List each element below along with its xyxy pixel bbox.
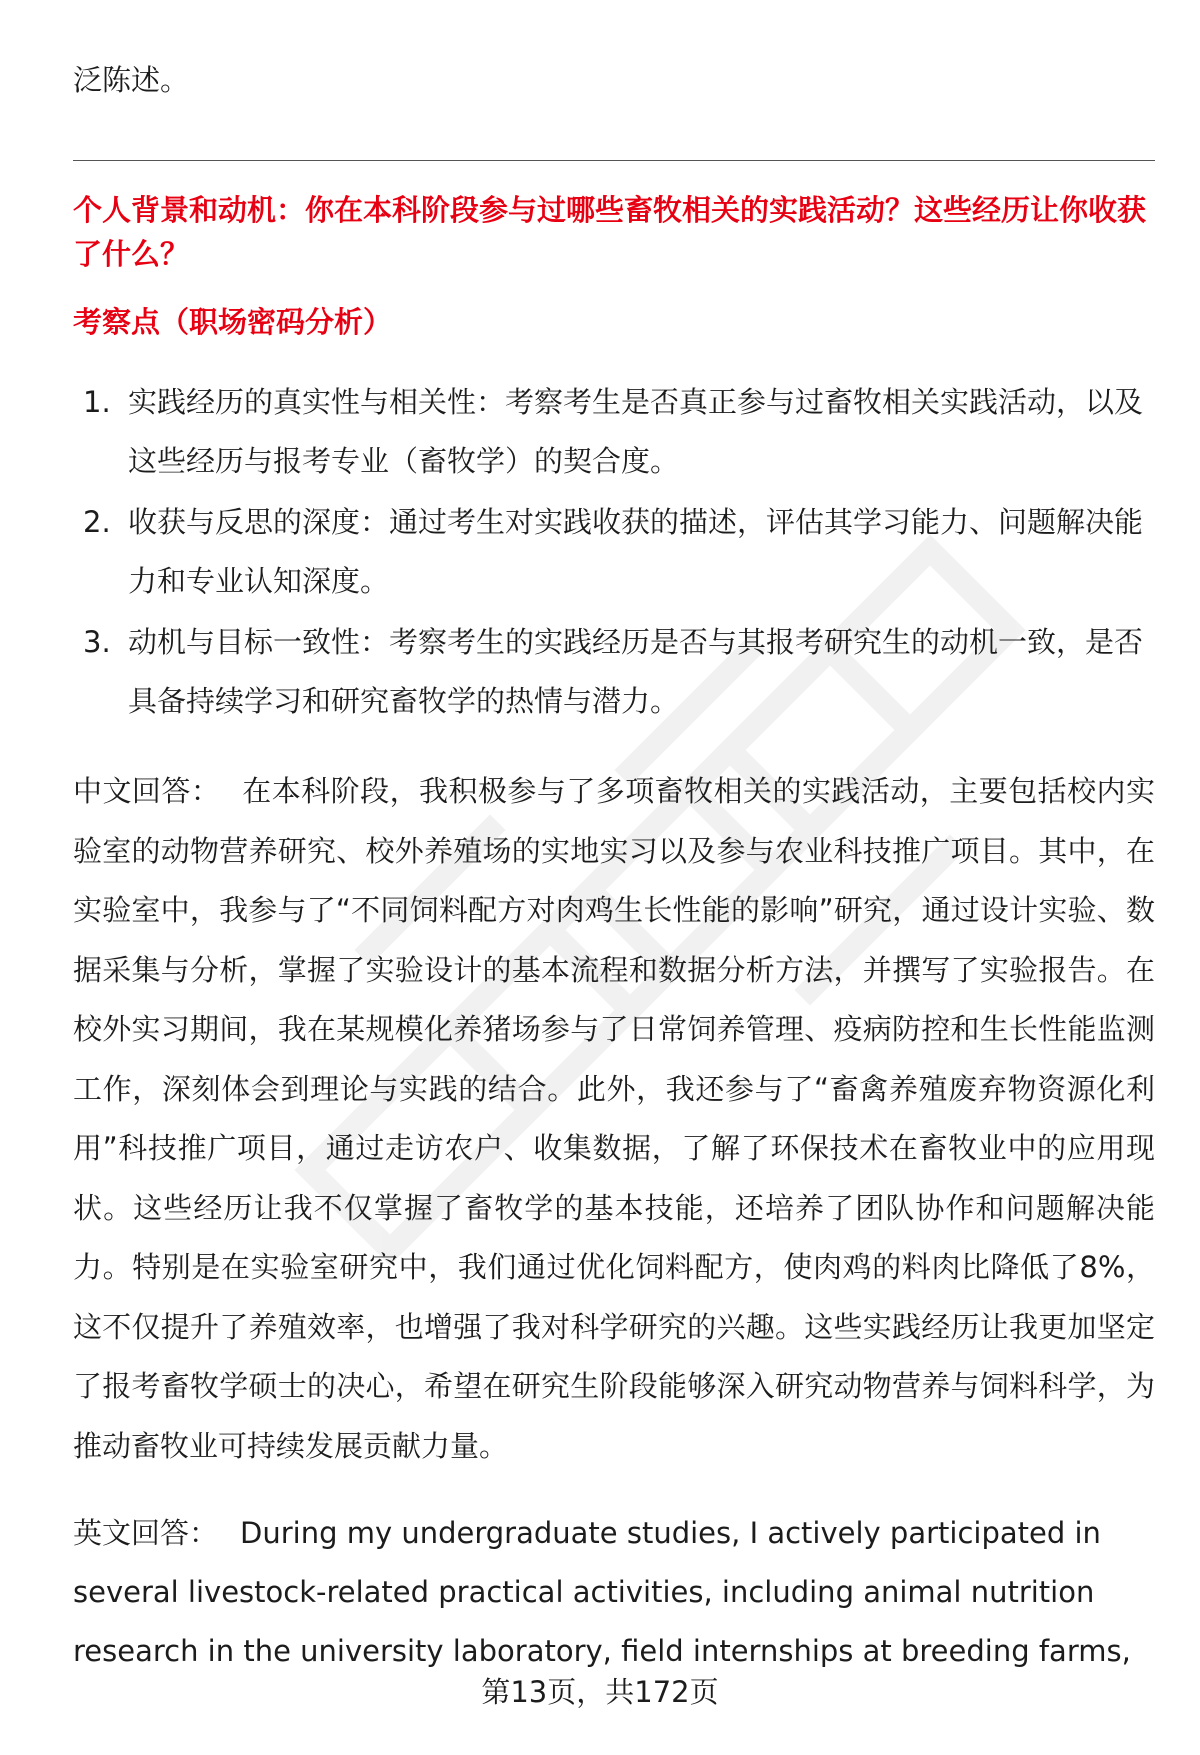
point-number: 2. [83, 505, 111, 539]
intro-text: 泛陈述。 [73, 63, 190, 97]
section-divider [73, 160, 1155, 161]
point-text: 动机与目标一致性：考察考生的实践经历是否与其报考研究生的动机一致，是否具备持续学习和研究畜牧学的热情与潜力。 [128, 625, 1144, 718]
chinese-answer-text: 在本科阶段，我积极参与了多项畜牧相关的实践活动，主要包括校内实验室的动物营养研究、校外养殖场的实地实习以及参与农业科技推广项目。其中，在实验室中，我参与了“不同饲料配方对肉鸡生长性能的影响”研究，通过设计实验、数据采集与分析，掌握了实验设计的基本流程和数据分析方法，并撰写了实验报告。在校外实习期间，我在某规模化养猪场参与了日常饲养管理、疫病防控和生长性能监测工作，深刻体会到理论与实践的结合。此外，我还参与了“畜禽养殖废弃物资源化利用”科技推广项目，通过走访农户、收集数据，了解了环保技术在畜牧业中的应用现状。这些经历让我不仅掌握了畜牧学的基本技能，还培养了团队协作和问题解决能力。特别是在实验室研究中，我们通过优化饲料配方，使肉鸡的料肉比降低了8%，这不仅提升了养殖效率，也增强了我对科学研究的兴趣。这些实践经历让我更加坚定了报考畜牧学硕士的决心，希望在研究生阶段能够深入研究动物营养与饲料科学，为推动畜牧业可持续发展贡献力量。 [73, 774, 1155, 1463]
chinese-answer [73, 762, 1155, 1476]
english-answer-text: During my undergraduate studies, I actively participated in several livestock-related practical activities, including animal nutrition research in the university laboratory, field internships at breeding farms, [73, 1516, 1131, 1668]
chinese-answer-label: 中文回答： [73, 774, 221, 808]
analysis-points-list [73, 373, 1155, 733]
analysis-point [73, 493, 1155, 611]
point-text: 实践经历的真实性与相关性：考察考生是否真正参与过畜牧相关实践活动，以及这些经历与报考专业（畜牧学）的契合度。 [128, 385, 1144, 478]
english-answer [73, 1504, 1155, 1681]
analysis-point [73, 613, 1155, 731]
analysis-point [73, 373, 1155, 491]
question-title: 个人背景和动机：你在本科阶段参与过哪些畜牧相关的实践活动？这些经历让你收获了什么？ [73, 193, 1147, 271]
point-number: 1. [83, 385, 111, 419]
point-number: 3. [83, 625, 111, 659]
english-answer-label: 英文回答： [73, 1516, 219, 1550]
analysis-heading: 考察点（职场密码分析） [73, 305, 393, 339]
page-number-footer: 第13页，共172页 [481, 1675, 719, 1709]
point-text: 收获与反思的深度：通过考生对实践收获的描述，评估其学习能力、问题解决能力和专业认知深度。 [128, 505, 1144, 598]
